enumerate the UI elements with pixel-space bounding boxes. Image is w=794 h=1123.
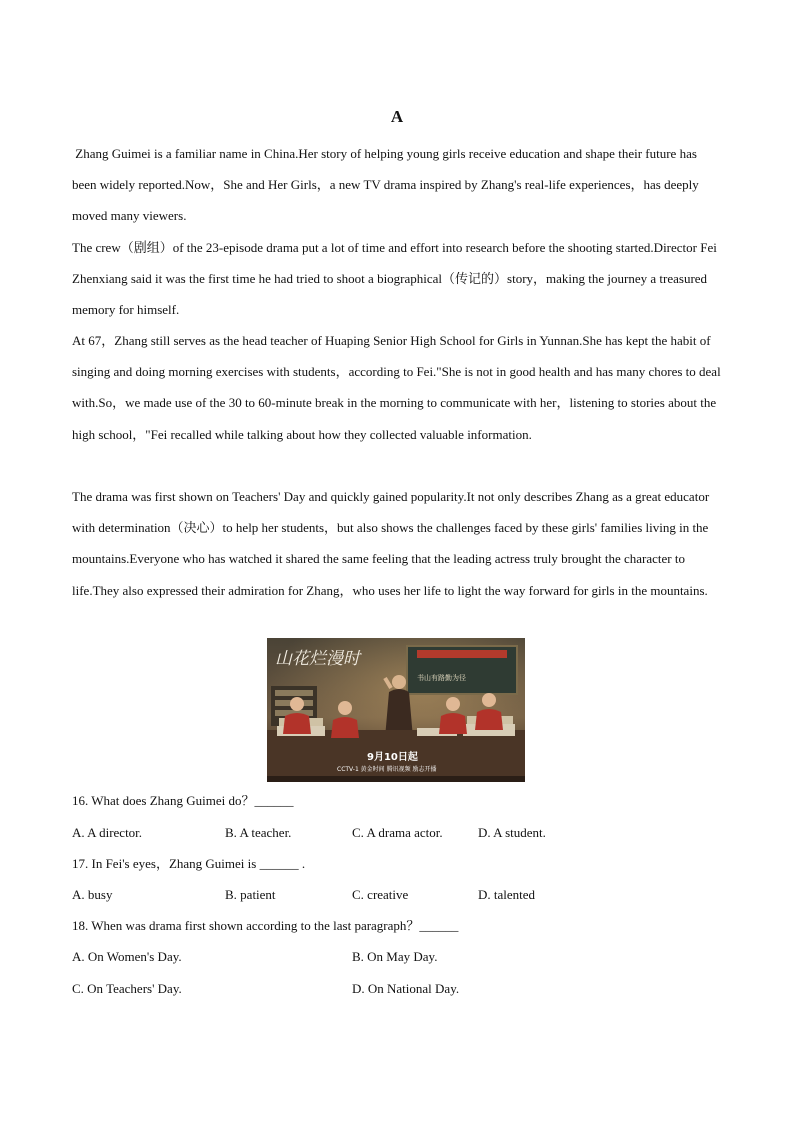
q17-option-b: B. patient [225, 887, 276, 902]
q18-option-d: D. On National Day. [352, 981, 460, 996]
paragraph-4: The drama was first shown on Teachers' Day and quickly gained popularity.It not only describes Zhang as a great educator with determination（决心）to help her students，but also shows the challenges faced by these girls' families living in the mountains.Everyone who has watched it shared the same feeling that the leading actress truly brought the character to life.They also expressed their admiration for Zhang，who uses her life to light the way forward for girls in the mountains. [72, 489, 710, 598]
q18-option-b: B. On May Day. [352, 949, 438, 964]
q17-option-c: C. creative [352, 887, 409, 902]
drama-poster-image [267, 638, 525, 782]
q17-option-d: D. talented [478, 887, 536, 902]
question-16: 16. What does Zhang Guimei do？______ [72, 793, 294, 808]
poster-date: 9月10日起 [367, 752, 418, 763]
paragraph-2: The crew（剧组）of the 23-episode drama put a lot of time and effort into research before the shooting started.Director Fei Zhenxiang said it was the first time he had tried to shoot a biographical（传记的）story，making the journey a treasured memory for himself. [72, 240, 717, 318]
paragraph-3: At 67，Zhang still serves as the head teacher of Huaping Senior High School for Girls in Yunnan.She has kept the habit of singing and doing morning exercises with students，according to Fei."She is not in good health and has many chores to deal with.So，we made use of the 30 to 60-minute break in the morning to communicate with her，listening to stories about the high school，"Fei recalled while talking about how they collected valuable information. [72, 333, 721, 442]
question-17: 17. In Fei's eyes，Zhang Guimei is ______ . [72, 856, 306, 871]
q16-option-b: B. A teacher. [225, 825, 292, 840]
q18-option-c: C. On Teachers' Day. [72, 981, 182, 996]
q17-option-a: A. busy [72, 887, 113, 902]
q18-option-a: A. On Women's Day. [72, 949, 182, 964]
poster-board-text: 书山有路勤为径 [417, 674, 466, 682]
poster-title: 山花烂漫时 [275, 649, 360, 669]
question-18: 18. When was drama first shown according to the last paragraph？______ [72, 918, 459, 933]
q16-option-c: C. A drama actor. [352, 825, 443, 840]
q16-option-a: A. A director. [72, 825, 143, 840]
poster-channel: CCTV-1 黄金时间 腾讯视频 励志开播 [337, 766, 437, 773]
paragraph-1: Zhang Guimei is a familiar name in China.Her story of helping young girls receive education and shape their future has been widely reported.Now，She and Her Girls，a new TV drama inspired by Zhang's real-life experiences，has deeply moved many viewers. [72, 146, 702, 224]
passage-heading: A [390, 107, 404, 126]
q16-option-d: D. A student. [478, 825, 546, 840]
